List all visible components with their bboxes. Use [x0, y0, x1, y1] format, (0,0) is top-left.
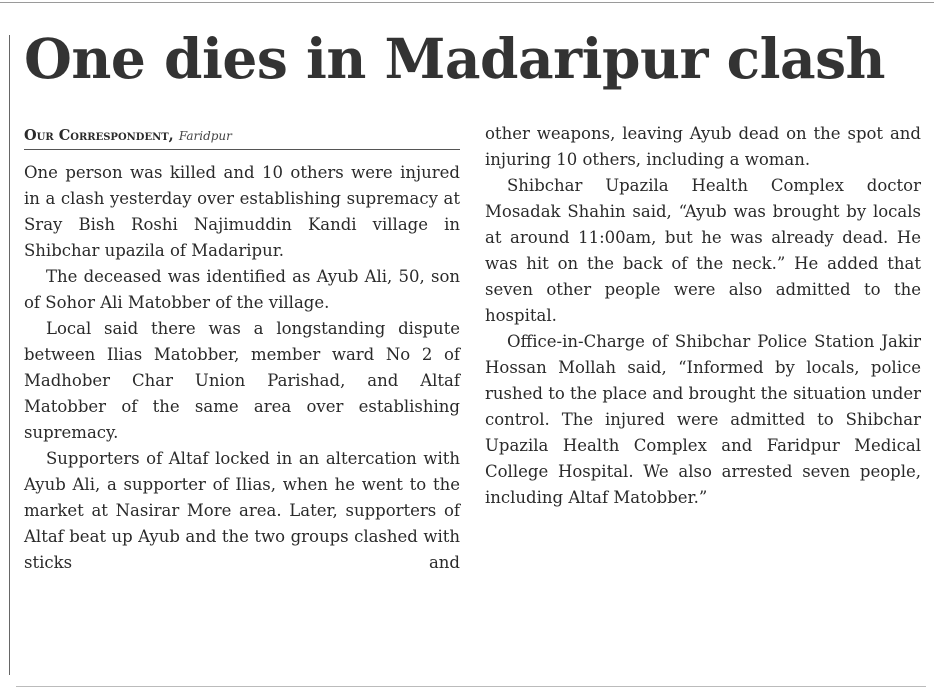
- headline: One dies in Madaripur clash: [24, 26, 886, 91]
- article-column-right: [485, 121, 921, 511]
- byline-author: Our Correspondent,: [24, 127, 174, 144]
- paragraph: The deceased was identified as Ayub Ali, 50, son of Sohor Ali Matobber of the village.: [24, 267, 460, 312]
- article-column-left: [24, 121, 460, 576]
- paragraph: Shibchar Upazila Health Complex doctor Mosadak Shahin said, “Ayub was brought by locals at around 11:00am, but he was already dead. He was hit on the back of the neck.” He added that seven other people were also admitted to the hospital.: [485, 176, 921, 325]
- paragraph: One person was killed and 10 others were injured in a clash yesterday over establishing supremacy at Sray Bish Roshi Najimuddin Kandi village in Shibchar upazila of Madaripur.: [24, 163, 460, 260]
- byline: [24, 121, 460, 150]
- byline-place: Faridpur: [178, 129, 232, 143]
- paragraph: Office-in-Charge of Shibchar Police Station Jakir Hossan Mollah said, “Informed by locals, police rushed to the place and brought the situation under control. The injured were admitted to Shibchar Upazila Health Complex and Faridpur Medical College Hospital. We also arrested seven people, including Altaf Matobber.”: [485, 332, 921, 507]
- paragraph: Local said there was a longstanding dispute between Ilias Matobber, member ward No 2 of Madhober Char Union Parishad, and Altaf Matobber of the same area over establishing supremacy.: [24, 319, 460, 442]
- left-column-rule: [9, 35, 10, 675]
- top-rule: [0, 2, 934, 3]
- paragraph: Supporters of Altaf locked in an altercation with Ayub Ali, a supporter of Ilias, when he went to the market at Nasirar More area. Later, supporters of Altaf beat up Ayub and the two groups clashed with sticks and: [24, 449, 460, 572]
- bottom-rule: [16, 686, 926, 687]
- paragraph: other weapons, leaving Ayub dead on the spot and injuring 10 others, including a woman.: [485, 124, 921, 169]
